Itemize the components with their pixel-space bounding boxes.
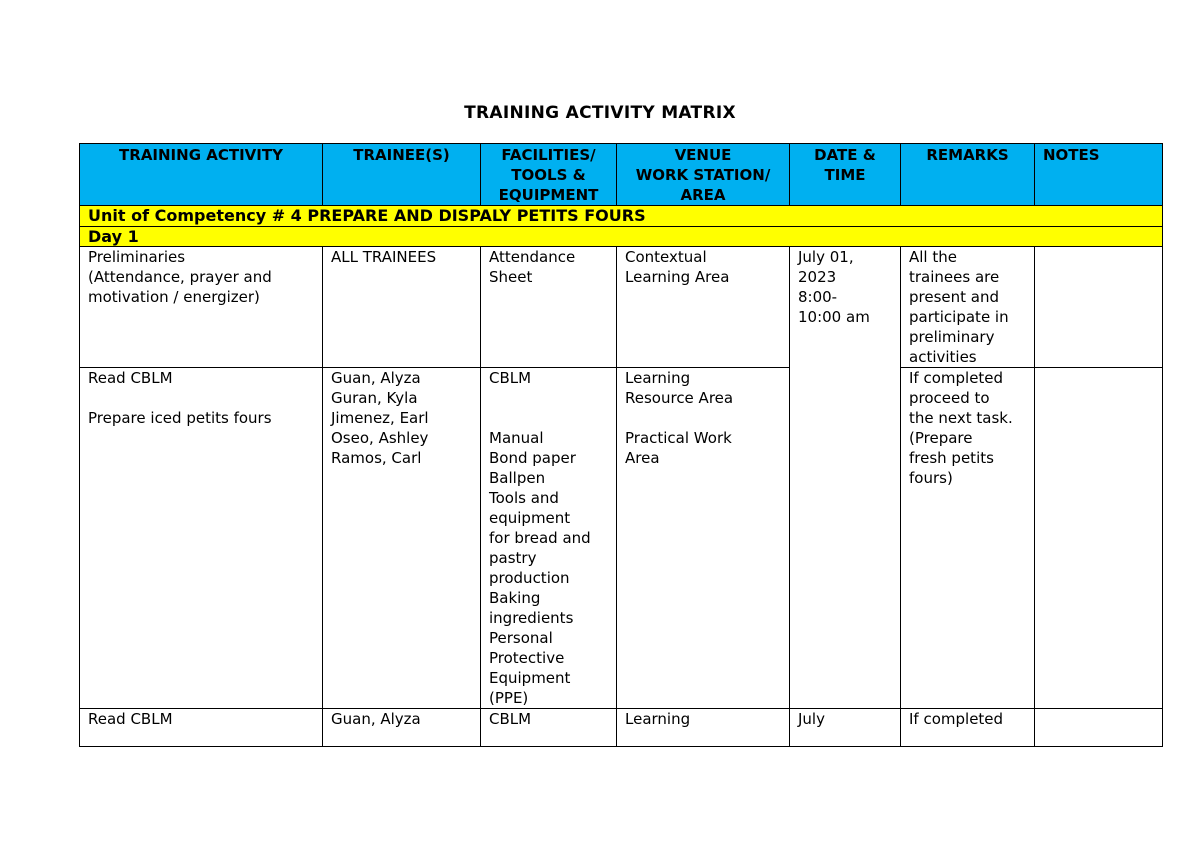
- unit-of-competency: Unit of Competency # 4 PREPARE AND DISPALY PETITS FOURS: [80, 206, 1163, 227]
- header-training-activity: TRAINING ACTIVITY: [80, 144, 323, 206]
- remarks-cell: [901, 247, 1035, 368]
- header-notes: NOTES: [1035, 144, 1163, 206]
- text-line: Oseo, Ashley: [331, 429, 429, 447]
- text-line: proceed to: [909, 389, 990, 407]
- header-venue-line: VENUE: [674, 146, 732, 164]
- text-line: Read CBLM: [88, 369, 173, 387]
- text-line: Manual: [489, 429, 544, 447]
- text-line: ingredients: [489, 609, 574, 627]
- text-line: fours): [909, 469, 953, 487]
- text-line: Prepare iced petits fours: [88, 409, 272, 427]
- header-facilities-line: FACILITIES/: [501, 146, 596, 164]
- notes-cell: [1035, 709, 1163, 747]
- header-venue-line: AREA: [680, 186, 726, 204]
- header-facilities-line: EQUIPMENT: [498, 186, 599, 204]
- text-line: 10:00 am: [798, 308, 870, 326]
- text-line: If completed: [909, 369, 1004, 387]
- table-row: [80, 368, 1163, 709]
- text-line: present and: [909, 288, 1000, 306]
- text-line: pastry: [489, 549, 537, 567]
- notes-cell: [1035, 247, 1163, 368]
- trainees-cell: ALL TRAINEES: [323, 247, 481, 368]
- text-line: equipment: [489, 509, 571, 527]
- text-line: Resource Area: [625, 389, 734, 407]
- text-line: Ballpen: [489, 469, 546, 487]
- document-title: TRAINING ACTIVITY MATRIX: [464, 103, 736, 123]
- text-line: Contextual: [625, 248, 707, 266]
- text-line: Practical Work: [625, 429, 732, 447]
- text-line: Learning Area: [625, 268, 730, 286]
- remarks-cell: [901, 368, 1035, 709]
- text-line: Guan, Alyza: [331, 369, 421, 387]
- training-activity-table: [79, 143, 1163, 747]
- text-line: Sheet: [489, 268, 533, 286]
- text-line: Jimenez, Earl: [331, 409, 429, 427]
- text-line: Bond paper: [489, 449, 576, 467]
- trainees-cell: [323, 368, 481, 709]
- text-line: Equipment: [489, 669, 571, 687]
- text-line: 8:00-: [798, 288, 838, 306]
- header-trainees: TRAINEE(S): [323, 144, 481, 206]
- text-line: for bread and: [489, 529, 591, 547]
- text-line: Learning: [625, 369, 691, 387]
- text-line: Attendance: [489, 248, 576, 266]
- text-line: Ramos, Carl: [331, 449, 422, 467]
- table-row: [80, 709, 1163, 747]
- header-facilities: [481, 144, 617, 206]
- venue-cell: Learning: [617, 709, 790, 747]
- text-line: participate in: [909, 308, 1009, 326]
- text-line: Area: [625, 449, 660, 467]
- text-line: production: [489, 569, 570, 587]
- activity-cell: Read CBLM: [80, 709, 323, 747]
- spacer: [88, 388, 314, 408]
- activity-cell: [80, 247, 323, 368]
- header-remarks: REMARKS: [901, 144, 1035, 206]
- remarks-cell: If completed: [901, 709, 1035, 747]
- day-row: [80, 227, 1163, 247]
- header-date-time: [790, 144, 901, 206]
- text-line: Tools and: [489, 489, 559, 507]
- header-time-line: TIME: [824, 166, 866, 184]
- facilities-cell: [481, 247, 617, 368]
- spacer: [625, 408, 781, 428]
- text-line: (PPE): [489, 689, 529, 707]
- text-line: Guran, Kyla: [331, 389, 418, 407]
- venue-cell: [617, 368, 790, 709]
- header-date-line: DATE &: [814, 146, 876, 164]
- text-line: Baking: [489, 589, 541, 607]
- text-line: Preliminaries: [88, 248, 186, 266]
- text-line: fresh petits: [909, 449, 994, 467]
- header-facilities-line: TOOLS &: [511, 166, 586, 184]
- activity-cell: [80, 368, 323, 709]
- table-row: [80, 247, 1163, 368]
- trainees-cell: Guan, Alyza: [323, 709, 481, 747]
- text-line: Protective: [489, 649, 565, 667]
- text-line: Personal: [489, 629, 553, 647]
- text-line: trainees are: [909, 268, 1000, 286]
- spacer: [489, 388, 608, 408]
- text-line: (Prepare: [909, 429, 973, 447]
- header-venue-line: WORK STATION/: [635, 166, 771, 184]
- venue-cell: [617, 247, 790, 368]
- facilities-cell: [481, 368, 617, 709]
- day-label: Day 1: [80, 227, 1163, 247]
- text-line: preliminary: [909, 328, 995, 346]
- text-line: (Attendance, prayer and: [88, 268, 272, 286]
- spacer: [489, 408, 608, 428]
- text-line: activities: [909, 348, 977, 366]
- text-line: CBLM: [489, 369, 532, 387]
- table-header-row: [80, 144, 1163, 206]
- text-line: July 01,: [798, 248, 854, 266]
- header-venue: [617, 144, 790, 206]
- text-line: All the: [909, 248, 957, 266]
- notes-cell: [1035, 368, 1163, 709]
- facilities-cell: CBLM: [481, 709, 617, 747]
- date-time-cell: July: [790, 709, 901, 747]
- text-line: motivation / energizer): [88, 288, 260, 306]
- date-time-cell: [790, 247, 901, 709]
- text-line: 2023: [798, 268, 837, 286]
- unit-row: [80, 206, 1163, 227]
- text-line: the next task.: [909, 409, 1013, 427]
